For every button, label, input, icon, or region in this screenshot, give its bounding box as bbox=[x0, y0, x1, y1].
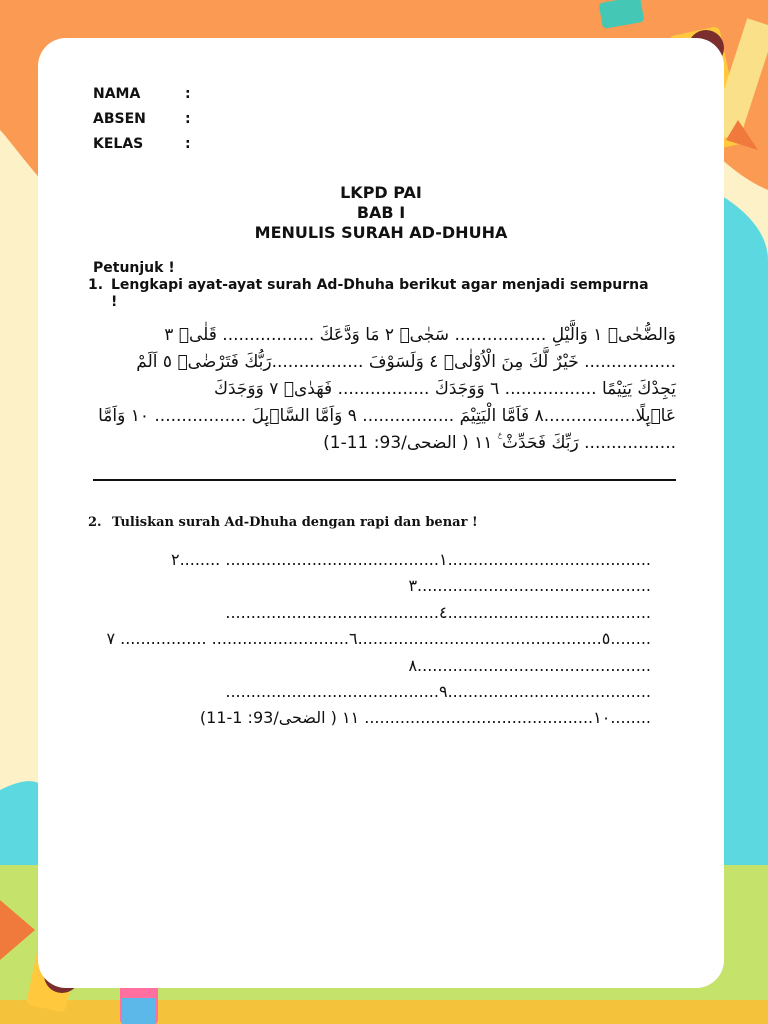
field-absen bbox=[93, 111, 191, 136]
title-line-1: LKPD PAI bbox=[340, 183, 422, 202]
worksheet-content bbox=[38, 38, 724, 988]
instructions bbox=[88, 260, 653, 311]
exercise-2-arabic-text: ........................................١.......................................... ........٢ ..............................................٣ ........................................٤.......................................... ........٥................................................٦........................... ................. ٧ ..............................................٨ ........................................٩.......................................... ........١٠............................................. ١١ ( الضحى/93: 1-11) bbox=[106, 550, 651, 728]
identity-fields bbox=[93, 86, 191, 161]
question-text: Tuliskan surah Ad-Dhuha dengan rapi dan benar ! bbox=[112, 515, 478, 530]
instruction-text: Lengkapi ayat-ayat surah Ad-Dhuha berikut agar menjadi sempurna ! bbox=[111, 277, 649, 310]
question-number: 2. bbox=[88, 515, 102, 530]
instructions-heading: Petunjuk ! bbox=[93, 260, 175, 276]
field-label: ABSEN bbox=[93, 111, 146, 127]
divider-line bbox=[93, 479, 676, 481]
field-separator: : bbox=[185, 111, 191, 127]
field-nama bbox=[93, 86, 191, 111]
question-2 bbox=[88, 515, 478, 530]
field-separator: : bbox=[185, 136, 191, 152]
worksheet-title bbox=[38, 183, 724, 243]
title-line-3: MENULIS SURAH AD-DHUHA bbox=[254, 223, 508, 242]
field-kelas bbox=[93, 136, 191, 161]
field-label: KELAS bbox=[93, 136, 144, 152]
exercise-1-arabic-text: وَالضُّحٰىۙ ١ وَالَّيْلِ ................. سَجٰىۙ ٢ مَا وَدَّعَكَ ................. قَلٰىۗ ٣ ................. خَيْرٌ لَّكَ مِنَ الْاُوْلٰىۗ ٤ وَلَسَوْفَ .................رَبُّكَ فَتَرْضٰىۗ ٥ اَلَمْ يَجِدْكَ يَتِيْمًا ................. ٦ وَوَجَدَكَ ................. فَهَدٰىۖ ٧ وَوَجَدَكَ عَاۤىِٕلًا.................٨ فَاَمَّا الْيَتِيْمَ ................. ٩ وَاَمَّا السَّاۤىِٕلَ ................. ١٠ وَاَمَّا ................. رَبِّكَ فَحَدِّثْ ࣖ ١١ ( الضحى/93: 11-1) bbox=[98, 325, 676, 453]
instruction-item-1 bbox=[88, 277, 653, 311]
instruction-number: 1. bbox=[88, 277, 104, 293]
field-separator: : bbox=[185, 86, 191, 102]
title-line-2: BAB I bbox=[356, 203, 406, 222]
field-label: NAMA bbox=[93, 86, 141, 102]
